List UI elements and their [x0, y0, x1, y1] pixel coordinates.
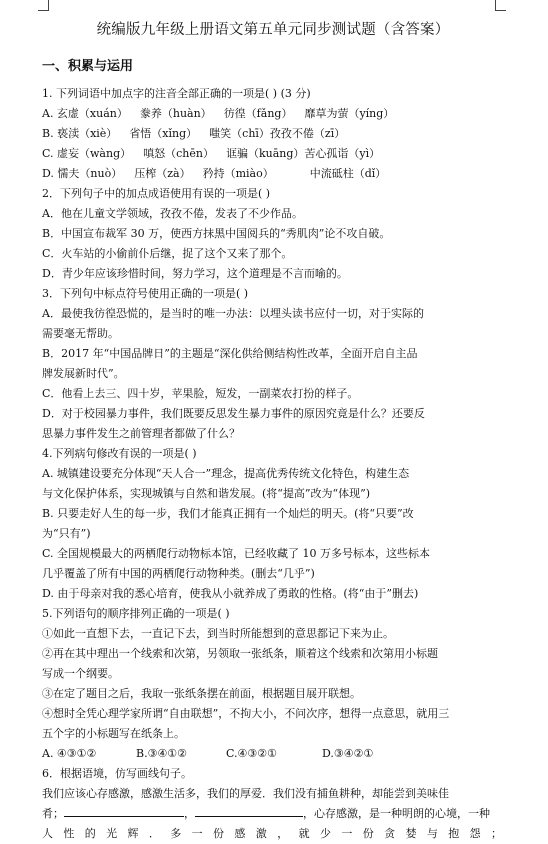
question-4-stem: 4.下列病句修改有误的一项是( )	[42, 447, 197, 460]
question-4	[42, 444, 504, 604]
question-2-stem: 2．下列句子中的加点成语使用有误的一项是( )	[42, 187, 271, 200]
question-3-option-d: D．对于校园暴力事件，我们既要反思发生暴力事件的原因究竟是什么？还要反	[42, 407, 425, 420]
question-6	[42, 764, 504, 844]
page-title: 统编版九年级上册语文第五单元同步测试题（含答案）	[96, 22, 450, 38]
question-1-option-a: A. 玄虚（xuán） 豢养（huàn） 彷徨（fǎng） 靡草为萤（yíng）	[42, 107, 395, 120]
question-6-passage-line-3: 人性的光辉．多一份感激，就少一份贪婪与抱怨；	[42, 827, 504, 840]
section-heading: 一、积累与运用	[42, 59, 134, 74]
question-5-sentence-4-cont: 五个字的小标题写在纸条上。	[42, 727, 185, 740]
question-4-option-d: D. 由于母亲对我的悉心培育，使我从小就养成了勇敢的性格。(将“由于”删去)	[42, 587, 419, 600]
question-5-stem: 5.下列语句的顺序排列正确的一项是( )	[42, 607, 230, 620]
question-2	[42, 184, 504, 284]
question-3-option-b: B．2017 年“中国品牌日”的主题是“深化供给侧结构性改革，全面开启自主品	[42, 347, 418, 360]
answer-blank-1[interactable]	[64, 816, 184, 817]
question-5-options: A. ④③①② B.③④①② C.④③②① D.③④②①	[42, 747, 374, 760]
question-5-sentence-2: ②再在其中理出一个线索和次第，另领取一张纸条，顺着这个线索和次第用小标题	[42, 647, 438, 660]
question-3-stem: 3．下列句中标点符号使用正确的一项是( )	[42, 287, 249, 300]
margin-corner-mark-right	[495, 0, 506, 11]
margin-corner-mark-left	[38, 0, 49, 11]
question-6-stem: 6．根据语境，仿写画线句子。	[42, 767, 192, 780]
question-5-sentence-1: ①如此一直想下去，一直记下去，到当时所能想到的意思都记下来为止。	[42, 627, 394, 640]
question-5-sentence-3: ③在定了题目之后，我取一张纸条摆在前面，根据题目展开联想。	[42, 687, 361, 700]
question-4-option-c: C. 全国规模最大的两栖爬行动物标本馆，已经收藏了 10 万多号标本，这些标本	[42, 547, 431, 560]
question-5-sentence-4: ④想时全凭心理学家所谓“自由联想”，不拘大小，不问次序，想得一点意思，就用三	[42, 707, 450, 720]
question-3-option-d-cont: 思暴力事件发生之前管理者都做了什么？	[42, 427, 240, 440]
question-4-option-b-cont: 为“只有”)	[42, 527, 91, 540]
document-page	[42, 18, 504, 844]
question-1-option-c: C. 虚妄（wàng） 嗔怒（chēn） 诓骗（kuāng）苦心孤诣（yì）	[42, 147, 381, 160]
question-6-passage-line-1: 我们应该心存感激，感激生活多，我们的厚爱．我们没有捕鱼耕种，却能尝到美味佳	[42, 787, 449, 800]
question-3-option-a-cont: 需要毫无帮助。	[42, 327, 119, 340]
question-4-option-b: B. 只要走好人生的每一步，我们才能真正拥有一个灿烂的明天。(将“只要”改	[42, 507, 414, 520]
question-6-passage-line-2: 肴； ， ，心存感激，是一种明朗的心境，一种	[42, 807, 490, 820]
question-5-sentence-2-cont: 写成一个纲要。	[42, 667, 119, 680]
question-3-option-a: A．最使我彷徨恐慌的，是当时的唯一办法：以埋头读书应付一切，对于实际的	[42, 307, 424, 320]
question-1	[42, 84, 504, 184]
question-3	[42, 284, 504, 444]
question-4-option-a: A. 城镇建设要充分体现“天人合一”理念，提高优秀传统文化特色，构建生态	[42, 467, 410, 480]
question-4-option-a-cont: 与文化保护体系，实现城镇与自然和谐发展。(将“提高”改为“体现”)	[42, 487, 371, 500]
question-5	[42, 604, 504, 764]
question-1-option-d: D. 懦夫（nuò） 压榨（zà） 矜持（miào） 中流砥柱（dǐ）	[42, 167, 387, 180]
question-2-option-d: D．青少年应该珍惜时间，努力学习，这个道理是不言而喻的。	[42, 267, 348, 280]
question-2-option-c: C．火车站的小偷前仆后继，捉了这个又来了那个。	[42, 247, 293, 260]
question-2-option-a: A．他在儿童文学领域，孜孜不倦，发表了不少作品。	[42, 207, 303, 220]
answer-blank-2[interactable]	[195, 816, 303, 817]
question-3-option-b-cont: 牌发展新时代”。	[42, 367, 125, 380]
question-2-option-b: B．中国宣布裁军 30 万，使西方抹黑中国阅兵的“秀肌肉”论不攻自破。	[42, 227, 391, 240]
question-1-option-b: B. 亵渎（xiè） 省悟（xǐng） 嗤笑（chī）孜孜不倦（zī）	[42, 127, 346, 140]
question-1-stem: 1. 下列词语中加点字的注音全部正确的一项是( ) (3 分)	[42, 87, 311, 100]
question-4-option-c-cont: 几乎覆盖了所有中国的两栖爬行动物种类。(删去“几乎”)	[42, 567, 315, 580]
question-3-option-c: C．他看上去三、四十岁，苹果脸，短发，一副菜农打扮的样子。	[42, 387, 359, 400]
